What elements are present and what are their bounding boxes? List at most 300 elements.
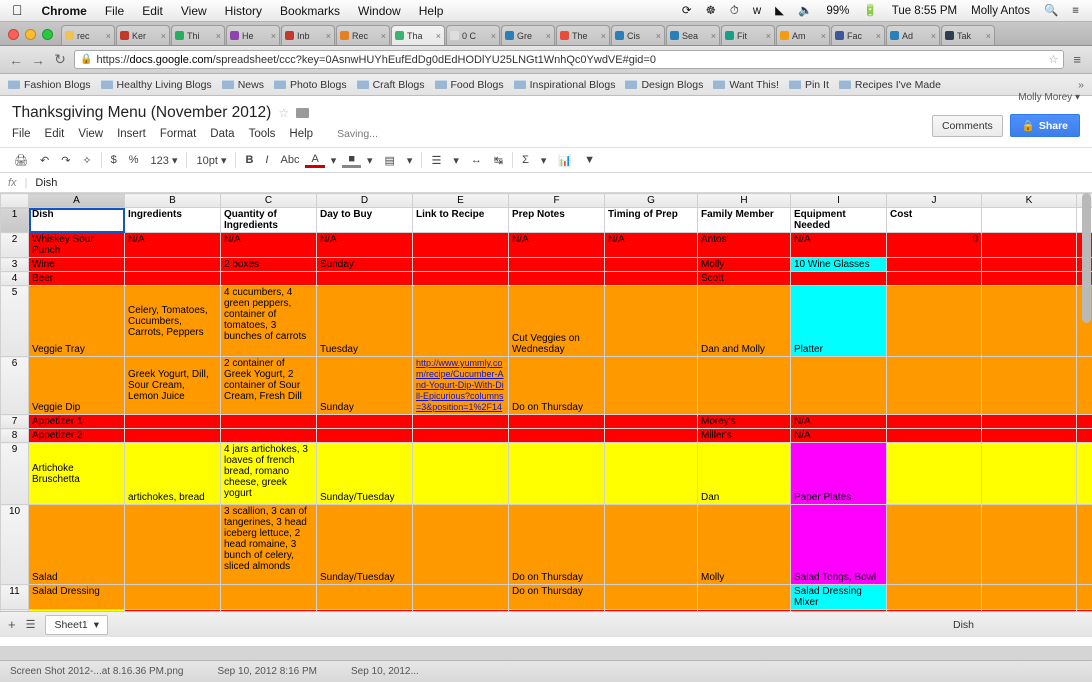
grid-cell[interactable] (982, 272, 1077, 286)
grid-cell[interactable]: 10 Wine Glasses (791, 258, 887, 272)
bookmark-item[interactable] (101, 79, 212, 91)
grid-cell[interactable] (221, 610, 317, 612)
close-icon[interactable]: × (930, 30, 936, 41)
grid-cell[interactable]: 0 (887, 233, 982, 258)
grid-cell[interactable]: N/A (605, 233, 698, 258)
merge-cells-icon[interactable]: ↔ (470, 154, 482, 166)
grid-cell[interactable] (125, 429, 221, 443)
close-icon[interactable]: × (655, 30, 661, 41)
grid-cell[interactable] (413, 443, 509, 505)
tab-favicon-icon (340, 31, 349, 40)
row-header[interactable]: 8 (1, 429, 29, 443)
grid-cell[interactable]: N/A (221, 233, 317, 258)
browser-tab[interactable] (831, 25, 885, 45)
bookmark-item[interactable] (8, 79, 91, 91)
comments-button[interactable]: Comments (932, 115, 1003, 137)
window-controls[interactable] (6, 29, 61, 45)
grid-cell[interactable] (317, 429, 413, 443)
grid-cell[interactable] (509, 272, 605, 286)
download-item-name[interactable]: Screen Shot 2012-...at 8.16.36 PM.png (10, 666, 184, 677)
formula-input[interactable]: Dish (35, 176, 58, 189)
grid-cell[interactable]: Antos' (698, 233, 791, 258)
grid-cell[interactable] (317, 272, 413, 286)
grid-cell[interactable]: Quantity of Ingredients (221, 208, 317, 233)
grid-cell[interactable] (509, 610, 605, 612)
close-icon[interactable]: × (600, 30, 606, 41)
chevron-down-icon[interactable]: ▾ (93, 618, 100, 631)
battery-icon[interactable]: 🔋 (863, 4, 878, 17)
grid-cell[interactable] (982, 443, 1077, 505)
notification-center-icon[interactable]: ≡ (1072, 4, 1079, 17)
grid-cell[interactable] (413, 415, 509, 429)
row-header[interactable]: 2 (1, 233, 29, 258)
strikethrough-button[interactable]: Abc (280, 154, 300, 166)
bold-button[interactable]: B (245, 154, 254, 166)
grid-cell[interactable]: Celery, Tomatoes, Cucumbers, Carrots, Peppers (125, 286, 221, 357)
grid-cell[interactable]: Salad Dressing Mixer (791, 585, 887, 610)
grid-cell[interactable] (605, 286, 698, 357)
bookmark-item[interactable] (222, 79, 264, 91)
grid-cell[interactable] (605, 585, 698, 610)
sheets-menu-file[interactable]: File (12, 128, 31, 140)
row-header[interactable]: 11 (1, 585, 29, 610)
column-header-g[interactable]: G (605, 194, 698, 208)
grid-cell[interactable]: Greek Yogurt, Dill, Sour Cream, Lemon Juice (125, 357, 221, 415)
grid-cell[interactable]: Do on Thursday (509, 505, 605, 585)
zoom-window-button[interactable] (42, 29, 53, 40)
grid-cell[interactable]: Veggie Dip (29, 357, 125, 415)
clock-datetime[interactable]: Tue 8:55 PM (891, 4, 958, 17)
navigation-bar (0, 46, 1092, 74)
print-icon[interactable]: 🖨 (14, 154, 28, 167)
grid-cell[interactable] (887, 443, 982, 505)
undo-icon[interactable]: ↶ (39, 154, 50, 167)
address-bar[interactable] (74, 50, 1064, 69)
grid-cell[interactable] (413, 585, 509, 610)
bookmark-item[interactable] (789, 79, 829, 91)
bookmark-item[interactable] (435, 79, 504, 91)
grid-cell[interactable] (413, 505, 509, 585)
formula-bar[interactable]: fx | Dish (0, 173, 1092, 193)
grid-cell[interactable]: Molly (698, 258, 791, 272)
close-icon[interactable]: × (545, 30, 551, 41)
grid-cell[interactable]: Appetizer 1 (29, 415, 125, 429)
column-header-a[interactable]: A (29, 194, 125, 208)
grid-cell[interactable]: N/A (125, 233, 221, 258)
wrap-text-icon[interactable]: ↹ (493, 154, 504, 167)
grid-cell[interactable] (887, 258, 982, 272)
tab-favicon-icon (890, 31, 899, 40)
grid-cell[interactable]: Salad (29, 505, 125, 585)
row-header[interactable]: 1 (1, 208, 29, 233)
column-header-c[interactable]: C (221, 194, 317, 208)
grid-cell[interactable] (605, 415, 698, 429)
menu-view[interactable]: View (170, 3, 197, 18)
close-icon[interactable]: × (325, 30, 331, 41)
row-header[interactable]: 10 (1, 505, 29, 585)
row-header[interactable]: 3 (1, 258, 29, 272)
grid-cell[interactable] (1077, 505, 1092, 585)
close-window-button[interactable] (8, 29, 19, 40)
grid-cell[interactable] (413, 233, 509, 258)
grid-cell[interactable]: Salad Dressing (29, 585, 125, 610)
grid-cell[interactable] (698, 357, 791, 415)
select-all-corner[interactable] (1, 194, 29, 208)
tab-favicon-icon (780, 31, 789, 40)
grid-cell[interactable] (413, 286, 509, 357)
grid-cell[interactable] (982, 258, 1077, 272)
grid-cell[interactable] (887, 415, 982, 429)
grid-cell[interactable]: Scott (698, 272, 791, 286)
grid-cell[interactable] (509, 429, 605, 443)
close-icon[interactable]: × (270, 30, 276, 41)
close-icon[interactable]: × (710, 30, 716, 41)
column-header-i[interactable]: I (791, 194, 887, 208)
grid-cell[interactable]: 3 scallion, 3 can of tangerines, 3 head iceberg lettuce, 2 head romaine, 3 bunch of celery, sliced almonds (221, 505, 317, 585)
grid-cell[interactable] (982, 357, 1077, 415)
bookmark-item[interactable] (713, 79, 779, 91)
tab-label: Tak (957, 30, 972, 41)
close-icon[interactable]: × (490, 30, 496, 41)
bookmark-item[interactable] (514, 79, 616, 91)
grid-cell[interactable]: 4 cucumbers, 4 green peppers, container of tomatoes, 3 bunches of carrots (221, 286, 317, 357)
grid-cell[interactable] (887, 505, 982, 585)
grid-cell[interactable] (982, 585, 1077, 610)
grid-cell[interactable] (982, 429, 1077, 443)
close-icon[interactable]: × (765, 30, 771, 41)
grid-cell[interactable] (982, 233, 1077, 258)
tab-label: Fac (847, 30, 863, 41)
spotlight-search-icon[interactable]: 🔍 (1043, 4, 1059, 17)
close-icon[interactable]: × (380, 30, 386, 41)
forward-arrow-icon[interactable]: → (31, 51, 45, 68)
redo-icon[interactable]: ↷ (61, 154, 71, 167)
grid-cell[interactable]: Ingredients (125, 208, 221, 233)
grid-cell[interactable]: N/A (317, 233, 413, 258)
grid-cell[interactable]: 4 jars artichokes, 3 loaves of french bread, romano cheese, greek yogurt (221, 443, 317, 505)
grid-cell[interactable] (317, 585, 413, 610)
grid-cell[interactable]: Day to Buy (317, 208, 413, 233)
grid-cell[interactable]: 2 boxes (221, 258, 317, 272)
lock-icon: 🔒 (1021, 120, 1035, 132)
bookmark-label: Craft Blogs (372, 78, 425, 91)
grid-cell[interactable] (887, 610, 982, 612)
bookmark-item[interactable] (625, 79, 703, 91)
grid-cell[interactable]: artichokes, bread (125, 443, 221, 505)
close-icon[interactable]: × (820, 30, 826, 41)
menu-window[interactable]: Window (347, 3, 391, 18)
bookmark-label: Design Blogs (641, 78, 704, 91)
grid-cell[interactable] (413, 258, 509, 272)
menu-help[interactable]: Help (408, 3, 433, 18)
user-account[interactable]: Molly Antos (971, 4, 1030, 17)
grid-cell[interactable] (982, 610, 1077, 612)
grid-cell[interactable] (982, 505, 1077, 585)
grid-cell[interactable]: Appetizer 2 (29, 429, 125, 443)
clock-icon[interactable]: ⏱ (729, 4, 739, 17)
browser-tab[interactable] (776, 25, 830, 45)
dropbox-icon[interactable]: ☸ (705, 4, 716, 17)
browser-tab[interactable] (61, 25, 115, 45)
close-icon[interactable]: × (875, 30, 881, 41)
minimize-window-button[interactable] (25, 29, 36, 40)
grid-cell[interactable]: Sunday (317, 258, 413, 272)
grid-cell[interactable] (509, 415, 605, 429)
grid-cell[interactable] (887, 357, 982, 415)
sum-icon[interactable]: Σ (522, 154, 529, 166)
sheets-menu-help[interactable]: Help (289, 128, 314, 140)
grid-cell[interactable]: Dan (698, 443, 791, 505)
grid-cell[interactable] (413, 272, 509, 286)
grid-cell[interactable] (982, 286, 1077, 357)
grid-cell[interactable] (887, 429, 982, 443)
reload-icon[interactable]: ↻ (54, 51, 66, 67)
number-format-button[interactable]: 123 ▾ (150, 154, 178, 167)
grid-cell[interactable]: http://www.yummly.com/recipe/Cucumber-And-Yogurt-Dip-With-Dill-Epicurious?columns=3&position=1%2F14 (413, 357, 509, 415)
grid-cell[interactable]: Whiskey Sour Punch (29, 233, 125, 258)
grid-cell[interactable]: Salad Tongs, Bowl (791, 505, 887, 585)
browser-tab[interactable] (501, 25, 555, 45)
text-color-button[interactable]: A (305, 153, 324, 168)
grid-cell[interactable]: 2 container of Greek Yogurt, 2 container of Sour Cream, Fresh Dill (221, 357, 317, 415)
row-header[interactable]: 7 (1, 415, 29, 429)
chrome-menu-icon[interactable]: ≡ (1073, 52, 1081, 67)
align-dropdown-icon[interactable]: ▾ (453, 154, 459, 167)
grid-cell[interactable] (791, 272, 887, 286)
browser-tab[interactable] (941, 25, 995, 45)
browser-tab[interactable] (556, 25, 610, 45)
grid-cell[interactable]: N/A (791, 415, 887, 429)
grid-cell[interactable]: Veggie Tray (29, 286, 125, 357)
folder-icon[interactable] (296, 108, 309, 118)
grid-cell[interactable]: Paper Plates (791, 443, 887, 505)
grid-cell[interactable] (125, 272, 221, 286)
grid-cell[interactable] (1077, 610, 1092, 612)
grid-cell[interactable] (982, 415, 1077, 429)
grid-cell[interactable] (791, 610, 887, 612)
browser-tab[interactable] (886, 25, 940, 45)
page-title[interactable]: Thanksgiving Menu (November 2012) (12, 104, 272, 121)
grid-cell[interactable] (1077, 585, 1092, 610)
grid-cell[interactable]: Prep Notes (509, 208, 605, 233)
grid-cell[interactable]: N/A (509, 233, 605, 258)
grid-cell[interactable]: Sunday/Tuesday (317, 443, 413, 505)
fill-color-dropdown-icon[interactable]: ▾ (366, 154, 373, 167)
grid-cell[interactable] (125, 415, 221, 429)
close-icon[interactable]: × (435, 30, 441, 41)
sheets-menu-insert[interactable]: Insert (117, 128, 146, 140)
star-icon[interactable]: ☆ (278, 106, 290, 120)
share-button[interactable] (1010, 114, 1080, 137)
browser-tab[interactable] (611, 25, 665, 45)
browser-tab[interactable] (336, 25, 390, 45)
grid-cell[interactable] (221, 585, 317, 610)
grid-cell[interactable] (698, 610, 791, 612)
sheets-menu-tools[interactable]: Tools (248, 128, 276, 140)
grid-cell[interactable]: Do on Thursday (509, 357, 605, 415)
column-header-k[interactable]: K (982, 194, 1077, 208)
back-arrow-icon[interactable]: ← (9, 51, 23, 68)
grid-cell[interactable] (1077, 415, 1092, 429)
italic-button[interactable]: I (265, 154, 269, 166)
grid-cell[interactable] (605, 505, 698, 585)
all-sheets-icon[interactable]: ☰ (25, 619, 36, 631)
grid-cell[interactable] (1077, 443, 1092, 505)
chart-icon[interactable]: 📊 (558, 154, 573, 167)
column-header-b[interactable]: B (125, 194, 221, 208)
row-header[interactable]: 5 (1, 286, 29, 357)
column-header-j[interactable]: J (887, 194, 982, 208)
grid-cell[interactable] (605, 443, 698, 505)
grid-cell[interactable] (1077, 429, 1092, 443)
sheets-menubar (12, 128, 1080, 140)
close-icon[interactable]: × (215, 30, 221, 41)
grid-cell[interactable]: Dish (29, 208, 125, 233)
column-header-e[interactable]: E (413, 194, 509, 208)
grid-cell[interactable]: Artichoke Bruschetta (29, 443, 125, 505)
table-row (1, 443, 1092, 505)
grid-cell[interactable]: Morey's (698, 415, 791, 429)
grid-cell[interactable] (887, 286, 982, 357)
grid-cell[interactable] (605, 272, 698, 286)
grid-cell[interactable]: Do on Thursday (509, 585, 605, 610)
sheets-menu-format[interactable]: Format (159, 128, 197, 140)
grid-cell[interactable]: Beer (29, 272, 125, 286)
menu-edit[interactable]: Edit (131, 3, 153, 18)
align-icon[interactable]: ☰ (431, 154, 442, 167)
bookmark-label: News (237, 78, 264, 91)
browser-tab[interactable] (116, 25, 170, 45)
grid-cell[interactable] (509, 443, 605, 505)
grid-cell[interactable] (125, 505, 221, 585)
grid-cell[interactable]: N/A (791, 233, 887, 258)
filter-icon[interactable]: ▼ (584, 154, 596, 166)
bookmark-item[interactable] (357, 79, 425, 91)
grid-cell[interactable]: Tuesday (317, 286, 413, 357)
apple-logo-icon[interactable] (6, 2, 33, 20)
sheets-menu-edit[interactable]: Edit (44, 128, 65, 140)
row-header[interactable]: 4 (1, 272, 29, 286)
grid-cell[interactable]: Cut Veggies on Wednesday (509, 286, 605, 357)
grid-cell[interactable] (221, 272, 317, 286)
browser-tab[interactable] (391, 25, 445, 45)
browser-tab[interactable] (226, 25, 280, 45)
grid-cell[interactable] (125, 585, 221, 610)
vertical-scrollbar[interactable] (1082, 193, 1091, 323)
grid-cell[interactable] (221, 429, 317, 443)
browser-tab[interactable] (171, 25, 225, 45)
grid-cell[interactable] (982, 208, 1077, 233)
grid-cell[interactable] (413, 610, 509, 612)
column-header-d[interactable]: D (317, 194, 413, 208)
wifi-icon[interactable]: ◣ (775, 4, 785, 17)
grid-cell[interactable]: Sunday (317, 357, 413, 415)
bookmark-item[interactable] (274, 79, 347, 91)
row-header[interactable]: 6 (1, 357, 29, 415)
spreadsheet-grid[interactable] (0, 193, 1092, 611)
grid-cell[interactable] (887, 272, 982, 286)
grid-cell[interactable]: Timing of Prep (605, 208, 698, 233)
grid-cell[interactable]: Cost (887, 208, 982, 233)
close-icon[interactable]: × (105, 30, 111, 41)
volume-icon[interactable]: 🔈 (798, 4, 813, 17)
close-icon[interactable]: × (985, 30, 991, 41)
grid-cell[interactable] (509, 258, 605, 272)
close-icon[interactable]: × (160, 30, 166, 41)
grid-cell[interactable] (317, 610, 413, 612)
grid-cell[interactable] (1077, 357, 1092, 415)
bookmarks-overflow-button[interactable]: » (1078, 78, 1084, 91)
grid-cell[interactable]: Family Member (698, 208, 791, 233)
currency-format-button[interactable]: $ (110, 154, 117, 166)
text-color-dropdown-icon[interactable]: ▾ (330, 154, 337, 167)
grid-cell[interactable] (125, 258, 221, 272)
menu-file[interactable]: File (94, 3, 114, 18)
grid-cell[interactable]: Equipment Needed (791, 208, 887, 233)
row-header[interactable] (1, 610, 29, 612)
grid-cell[interactable] (887, 585, 982, 610)
grid-cell[interactable]: Wine (29, 258, 125, 272)
grid-cell[interactable] (791, 357, 887, 415)
column-header-h[interactable]: H (698, 194, 791, 208)
menu-chrome[interactable]: Chrome (31, 3, 77, 18)
browser-tab[interactable] (666, 25, 720, 45)
grid-cell[interactable] (125, 610, 221, 612)
menu-bookmarks[interactable]: Bookmarks (269, 3, 330, 18)
menu-history[interactable]: History (214, 3, 252, 18)
sheets-menu-view[interactable]: View (78, 128, 104, 140)
browser-tab[interactable] (446, 25, 500, 45)
sheets-menu-data[interactable]: Data (210, 128, 235, 140)
grid-cell[interactable] (29, 610, 125, 612)
borders-icon[interactable]: ▤ (384, 154, 395, 167)
grid-cell[interactable] (317, 415, 413, 429)
grid-cell[interactable] (413, 429, 509, 443)
add-sheet-button[interactable]: + (8, 617, 16, 632)
fill-color-button[interactable]: ■ (342, 153, 361, 168)
grid-cell[interactable] (605, 258, 698, 272)
percent-format-button[interactable]: % (128, 154, 139, 166)
row-header[interactable]: 9 (1, 443, 29, 505)
account-name[interactable]: Molly Morey ▾ (1018, 92, 1080, 103)
column-header-f[interactable]: F (509, 194, 605, 208)
paint-format-icon[interactable]: ✧ (82, 154, 92, 167)
browser-tab[interactable] (721, 25, 775, 45)
grid-cell[interactable]: N/A (791, 429, 887, 443)
browser-tab[interactable] (281, 25, 335, 45)
bookmark-star-icon[interactable]: ☆ (1048, 54, 1059, 66)
refresh-icon[interactable]: ⟳ (681, 4, 692, 17)
grid-cell[interactable]: Molly (698, 505, 791, 585)
grid-cell[interactable] (605, 610, 698, 612)
bluetooth-icon[interactable]: w (752, 4, 762, 17)
borders-dropdown-icon[interactable]: ▾ (406, 154, 413, 167)
grid-cell[interactable] (698, 585, 791, 610)
grid-cell[interactable] (605, 429, 698, 443)
bookmark-item[interactable] (839, 79, 941, 91)
tab-label: Inb (297, 30, 310, 41)
grid-cell[interactable]: Sunday/Tuesday (317, 505, 413, 585)
grid-cell[interactable]: Link to Recipe (413, 208, 509, 233)
grid-cell[interactable] (221, 415, 317, 429)
grid-cell[interactable]: Dan and Molly (698, 286, 791, 357)
grid-cell[interactable]: Platter (791, 286, 887, 357)
font-size-selector[interactable]: 10pt ▾ (196, 154, 227, 167)
sheet-tab-sheet1[interactable] (45, 615, 108, 635)
sum-dropdown-icon[interactable]: ▾ (540, 154, 547, 167)
grid-cell[interactable] (605, 357, 698, 415)
grid-cell[interactable]: Miller's (698, 429, 791, 443)
